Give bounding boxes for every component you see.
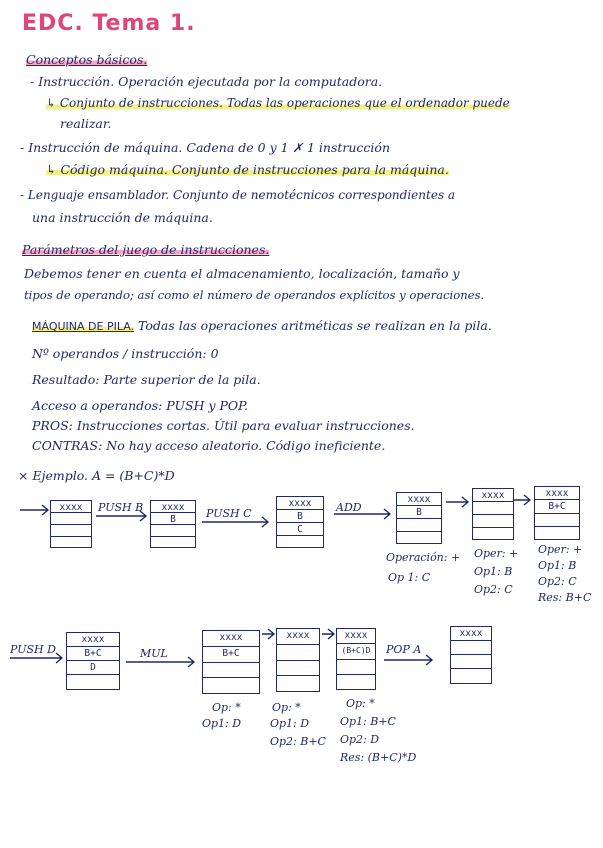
line-codigo-maquina: ↳ Código máquina. Conjunto de instrucciones para la máquina.: [46, 162, 449, 177]
stack-cell: [277, 645, 319, 661]
op-push-d: PUSH D: [10, 643, 56, 656]
stack-cell: [451, 669, 491, 683]
stack-cell: B: [397, 506, 441, 519]
stack-cell: [337, 660, 375, 675]
note-line: Op2: B+C: [270, 735, 326, 748]
note-line: Oper: +: [474, 547, 519, 560]
example-line: × Ejemplo. A = (B+C)*D: [18, 468, 175, 483]
stack-cell: [473, 502, 513, 515]
line-instruccion-maquina: - Instrucción de máquina. Cadena de 0 y 1 ✗ 1 instrucción: [20, 140, 390, 155]
note-line: Op2: C: [474, 583, 513, 596]
arrow-icon: [262, 629, 274, 639]
stack-cell: B+C: [203, 647, 259, 663]
num-operands: Nº operandos / instrucción: 0: [32, 346, 219, 361]
line-una-instruccion: una instrucción de máquina.: [32, 210, 213, 225]
section-heading-conceptos: Conceptos básicos.: [26, 52, 148, 67]
stack-cell: [473, 528, 513, 540]
op-push-c: PUSH C: [206, 507, 252, 520]
access-line: Acceso a operandos: PUSH y POP.: [32, 398, 249, 413]
stack-cell: [277, 661, 319, 676]
stack-cell: B: [151, 513, 195, 525]
line-conjunto: ↳ Conjunto de instrucciones. Todas las operaciones que el ordenador puede: [46, 96, 510, 110]
note-line: Op: *: [272, 701, 301, 714]
note-line: Op1: D: [202, 717, 242, 730]
stack-cell: [473, 515, 513, 528]
stack-cell: [67, 675, 119, 689]
para-line-1: Debemos tener en cuenta el almacenamiento, localización, tamaño y: [24, 266, 460, 281]
stack-cell: xxxx: [277, 497, 323, 510]
note-line: Operación: +: [386, 551, 461, 564]
stack-cell: xxxx: [277, 629, 319, 645]
stack-4: [396, 492, 442, 544]
stack-10: [336, 628, 376, 690]
stack-cell: [337, 675, 375, 689]
arrow-icon: [446, 497, 468, 507]
page-title: EDC. Tema 1.: [22, 11, 196, 36]
stack-machine-desc: Todas las operaciones aritméticas se realizan en la pila.: [138, 318, 492, 333]
stack-cell: C: [277, 523, 323, 536]
note-line: Op2: D: [340, 733, 380, 746]
stack-6: [534, 486, 580, 540]
note-line: Op1: B+C: [340, 715, 396, 728]
stack-cell: B+C: [67, 647, 119, 661]
stack-11: [450, 626, 492, 684]
op-push-b: PUSH B: [98, 501, 144, 514]
note-line: Res: B+C: [538, 591, 592, 604]
stack-1: [50, 500, 92, 548]
note-line: Op1: B: [538, 559, 577, 572]
stack-cell: D: [67, 661, 119, 675]
op-add: ADD: [336, 501, 362, 514]
stack-cell: [277, 676, 319, 691]
note-line: Op1: D: [270, 717, 310, 730]
stack-cell: [203, 663, 259, 678]
stack-cell: [397, 532, 441, 544]
stack-2: [150, 500, 196, 548]
note-line: Op: *: [212, 701, 241, 714]
stack-cell: [51, 513, 91, 525]
stack-cell: [151, 537, 195, 548]
op-mul: MUL: [140, 647, 168, 660]
note-line: Op 1: C: [388, 571, 431, 584]
cons-line: CONTRAS: No hay acceso aleatorio. Código ineficiente.: [32, 438, 386, 453]
stack-cell: [535, 514, 579, 527]
stack-cell: [277, 536, 323, 548]
stack-cell: xxxx: [337, 629, 375, 644]
stack-cell: xxxx: [203, 631, 259, 647]
stack-cell: [151, 525, 195, 537]
stack-9: [276, 628, 320, 692]
line-instruccion: - Instrucción. Operación ejecutada por la computadora.: [30, 74, 383, 89]
para-line-2: tipos de operando; así como el número de operandos explícitos y operaciones.: [24, 288, 485, 302]
stack-cell: B: [277, 510, 323, 523]
arrow-icon: [514, 495, 530, 505]
stack-cell: B+C: [535, 500, 579, 514]
pros-line: PROS: Instrucciones cortas. Útil para evaluar instrucciones.: [32, 418, 415, 433]
stack-7: [66, 632, 120, 690]
stack-cell: (B+C)D: [337, 644, 375, 660]
arrow-icon: [322, 629, 334, 639]
stack-8: [202, 630, 260, 694]
note-line: Op2: C: [538, 575, 577, 588]
stack-cell: xxxx: [473, 489, 513, 502]
stack-3: [276, 496, 324, 548]
stack-5: [472, 488, 514, 540]
result-line: Resultado: Parte superior de la pila.: [32, 372, 261, 387]
stack-cell: xxxx: [67, 633, 119, 647]
stack-cell: xxxx: [535, 487, 579, 500]
note-line: Op: *: [346, 697, 375, 710]
arrow-icon: [20, 505, 48, 515]
stack-cell: xxxx: [397, 493, 441, 506]
stack-machine-label: MÁQUINA DE PILA.: [32, 320, 135, 333]
stack-cell: xxxx: [151, 501, 195, 513]
stack-cell: [451, 641, 491, 655]
note-line: Op1: B: [474, 565, 513, 578]
note-line: Oper: +: [538, 543, 583, 556]
line-lenguaje: - Lenguaje ensamblador. Conjunto de nemotécnicos correspondientes a: [20, 188, 456, 202]
stack-cell: [203, 678, 259, 693]
note-line: Res: (B+C)*D: [340, 751, 417, 764]
stack-cell: [51, 525, 91, 537]
stack-cell: xxxx: [451, 627, 491, 641]
stack-cell: xxxx: [51, 501, 91, 513]
section-heading-parametros: Parámetros del juego de instrucciones.: [22, 242, 270, 257]
line-realizar: realizar.: [60, 116, 112, 131]
stack-cell: [51, 537, 91, 548]
op-pop-a: POP A: [386, 643, 422, 656]
stack-cell: [535, 527, 579, 539]
stack-cell: [451, 655, 491, 669]
stack-cell: [397, 519, 441, 532]
